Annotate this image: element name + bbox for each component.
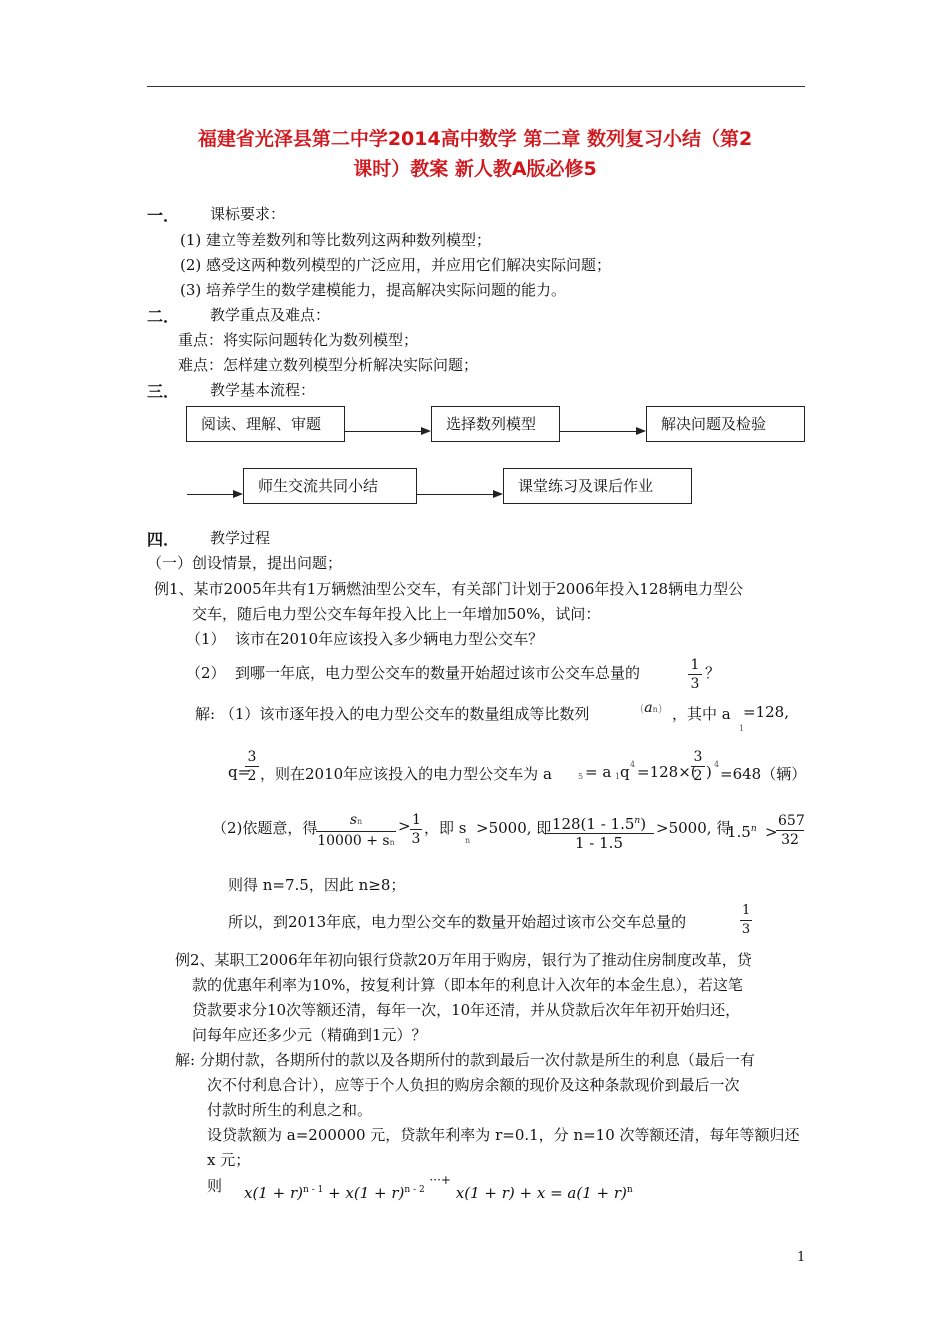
sequence-bracket: (an): [640, 700, 663, 716]
sn-subscript: n: [465, 836, 471, 845]
example2-line2: 款的优惠年利率为10%，按复利计算（即本年的利息计入次年的本金生息），若这笔: [192, 976, 743, 994]
solution2-intro: （2)依题意，得: [212, 819, 318, 837]
header-rule: [147, 86, 805, 87]
a5-subscript: 5: [578, 772, 584, 781]
sequence-a: a: [644, 700, 653, 716]
fraction-657-32: $\frac{657}{32}$: [778, 813, 805, 848]
fraction-geometric-sum: $\frac{128(1 - 1.5^n)}{1 - 1.5}$: [544, 812, 654, 852]
section4-number: 四．: [147, 530, 180, 549]
flow-arrow-4: [417, 494, 501, 495]
fraction-one-third: $\frac{1}{3}$: [688, 656, 702, 693]
q-symbol: q: [620, 763, 630, 781]
a1-value: =128,: [743, 703, 789, 721]
solution1-where: ，其中 a: [672, 705, 731, 723]
section4-heading: 教学过程: [210, 529, 271, 547]
example2-solution-line2: 次不付利息合计），应等于个人负担的购房余额的现价及这种条款现价到最后一次: [207, 1076, 740, 1094]
fraction-one-third-2: $\frac{1}{3}$: [411, 812, 421, 847]
section1-heading: 课标要求：: [210, 205, 286, 223]
key-point: 重点：将实际问题转化为数列模型；: [178, 331, 419, 349]
page-number: 1: [797, 1250, 806, 1265]
fraction-one-third-3: $\frac{1}{3}$: [741, 903, 751, 937]
example2-solution-line3: 付款时所生的利息之和。: [207, 1101, 373, 1119]
question2-number: （2）: [186, 664, 226, 682]
flow-box-read: 阅读、理解、审题: [186, 406, 345, 442]
question1-text: 该市在2010年应该投入多少辆电力型公交车？: [235, 630, 544, 648]
flow-arrow-3: [187, 494, 241, 495]
example2-solution-line5: x 元；: [207, 1151, 251, 1169]
document-title-line2: 课时）教案 新人教A版必修5: [353, 158, 597, 180]
solution1-close: ): [706, 763, 712, 781]
solution2-get: >5000, 得: [656, 819, 732, 837]
solution2-then: 则得 n=7.5，因此 n≥8；: [228, 876, 406, 894]
example2-then: 则: [207, 1177, 223, 1195]
question1-number: （1）: [186, 630, 226, 648]
base-one-point-five: 1.5$^n$: [727, 823, 757, 841]
solution1-intro: 解: （1）该市逐年投入的电力型公交车的数量组成等比数列: [195, 705, 590, 723]
difficult-point: 难点：怎样建立数列模型分析解决实际问题；: [178, 356, 479, 374]
example2-solution-line1: 解: 分期付款，各期所付的款以及各期所付的款到最后一次付款是所生的利息（最后一有: [175, 1051, 755, 1069]
a5-equals: = a: [585, 763, 612, 781]
fraction-three-halves-2: $\frac{3}{2}$: [691, 748, 705, 785]
fraction-sn-ratio: $\frac{sn}{10000 + sn}$: [317, 812, 395, 849]
section1-item-3: (3) 培养学生的数学建模能力，提高解决实际问题的能力。: [180, 281, 567, 299]
example2-line4: 问每年应还多少元（精确到1元）？: [192, 1026, 427, 1044]
section2-number: 二．: [147, 307, 180, 326]
flow-box-solve: 解决问题及检验: [646, 406, 805, 442]
example1-line1: 例1、某市2005年共有1万辆燃油型公交车，有关部门计划于2006年投入128辆电力型公: [154, 580, 744, 598]
question2-text: 到哪一年底，电力型公交车的数量开始超过该市公交车总量的: [235, 664, 641, 682]
example2-line3: 贷款要求分10次等额还清，每年一次，10年还清，并从贷款后次年年初开始归还，: [192, 1001, 741, 1019]
power-four: 4: [714, 760, 720, 769]
question2-end: ？: [705, 664, 721, 682]
solution1-calc: =128×(: [637, 763, 697, 781]
flow-arrow-1: [345, 431, 429, 432]
solution1-a5: ，则在2010年应该投入的电力型公交车为 a: [260, 765, 552, 783]
example2-solution-line4: 设贷款额为 a=200000 元，贷款年利率为 r=0.1，分 n=10 次等额还清，每年等额归还: [207, 1126, 800, 1144]
section3-heading: 教学基本流程：: [210, 381, 316, 399]
greater-than-1: >: [398, 817, 411, 835]
solution2-sn: ，即 s: [424, 819, 467, 837]
loan-equation: $x(1 + r)^{n - 1} + x(1 + r)^{n - 2}$ ···+ $x(1 + r) + x = a(1 + r)^n$: [244, 1173, 633, 1202]
greater-than-2: >: [765, 823, 778, 841]
solution2-ie: >5000, 即: [476, 819, 552, 837]
subsection-1: （一）创设情景，提出问题；: [147, 554, 343, 572]
document-title-line1: 福建省光泽县第二中学2014高中数学 第二章 数列复习小结（第2: [197, 128, 753, 150]
example2-line1: 例2、某职工2006年年初向银行贷款20万年用于购房，银行为了推动住房制度改革，贷: [175, 951, 752, 969]
section2-heading: 教学重点及难点：: [210, 306, 331, 324]
flow-box-model: 选择数列模型: [431, 406, 560, 442]
a1-subscript: 1: [739, 724, 745, 733]
solution2-conclusion: 所以，到2013年底，电力型公交车的数量开始超过该市公交车总量的: [228, 913, 687, 931]
section3-number: 三．: [147, 382, 180, 401]
q-power: 4: [630, 760, 636, 769]
flow-box-summary: 师生交流共同小结: [243, 468, 417, 504]
fraction-three-halves: $\frac{3}{2}$: [245, 748, 259, 785]
flow-arrow-2: [560, 431, 644, 432]
solution1-result: =648（辆）: [720, 765, 807, 783]
section1-number: 一．: [147, 206, 180, 225]
section1-item-2: (2) 感受这两种数列模型的广泛应用，并应用它们解决实际问题；: [180, 256, 612, 274]
a1-subscript-2: 1: [615, 772, 621, 781]
section1-item-1: (1) 建立等差数列和等比数列这两种数列模型；: [180, 231, 492, 249]
q-label: q=: [228, 763, 251, 781]
example1-line2: 交车，随后电力型公交车每年投入比上一年增加50%，试问：: [192, 605, 601, 623]
flow-box-homework: 课堂练习及课后作业: [503, 468, 692, 504]
